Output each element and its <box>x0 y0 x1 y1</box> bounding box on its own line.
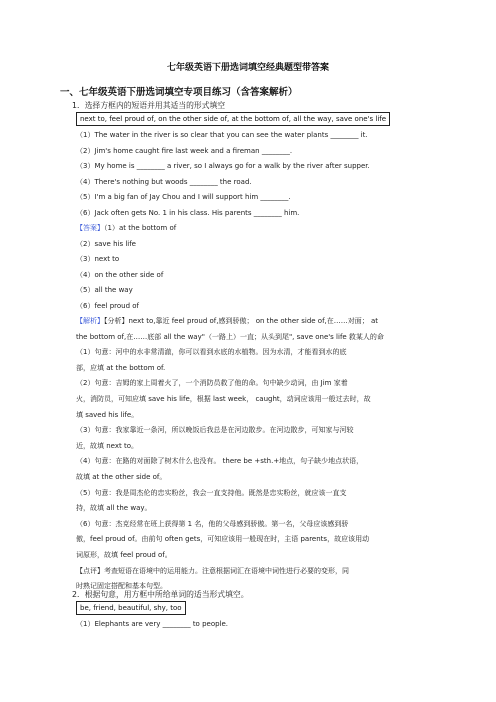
q1-item: （4）There's nothing but woods ________ the road. <box>76 177 252 186</box>
analysis-line: 火，消防员，可知应填 save his life，根据 last week， caught，动词应该用一般过去时，故 <box>76 394 371 403</box>
analysis-line: （4）句意：在路的对面除了树木什么也没有。 there be +sth.+地点，句子缺少地点状语， <box>76 457 364 466</box>
section-heading: 一、七年级英语下册选词填空专项目练习（含答案解析） <box>60 87 298 98</box>
analysis-tag: 【解析】 <box>76 317 104 325</box>
analysis-block <box>76 314 432 595</box>
answer-item: （4）on the other side of <box>76 270 164 279</box>
analysis-line: the bottom of,在……底部 all the way"（一路上）一直；从头到尾", save one's life 救某人的命 <box>76 332 384 341</box>
analysis-line: 傲，feel proud of。由前句 often gets，可知应该用一般现在时，主语 parents，故应该用动 <box>76 535 370 544</box>
analysis-line: 词原形，故填 feel proud of。 <box>76 550 172 559</box>
analysis-line: （2）句意：吉姆的家上周着火了，一个消防员救了他的命。句中缺少动词，由 Jim 家着 <box>76 379 348 388</box>
q1-item: （6）Jack often gets No. 1 in his class. His parents ________ him. <box>76 208 300 217</box>
q2-item: （1）Elephants are very ________ to people. <box>76 620 229 628</box>
answer-item: （2）save his life <box>76 239 136 248</box>
analysis-line: （3）句意：我家靠近一条河，所以晚饭后我总是在河边散步。在河边散步，可知家与河较 <box>76 426 354 435</box>
q1-item: （1）The water in the river is so clear that you can see the water plants ________ it. <box>76 131 368 139</box>
q1-word-box: next to, feel proud of, on the other side of, at the bottom of, all the way, save one's life <box>76 112 390 126</box>
analysis-line: 部，应填 at the bottom of. <box>76 363 166 372</box>
answer-item: （6）feel proud of <box>76 301 140 310</box>
answer-item: （1）at the bottom of <box>104 224 177 232</box>
analysis-line: 持，故填 all the way。 <box>76 504 152 513</box>
q1-instruction: 1．选择方框内的短语并用其适当的形式填空 <box>72 101 226 110</box>
analysis-line: 近，故填 next to。 <box>76 441 138 450</box>
analysis-line: 故填 at the other side of。 <box>76 472 167 481</box>
analysis-line: 【解析】【分析】next to,靠近 feel proud of,感到骄傲； on the other side of,在……对面； at <box>76 317 379 325</box>
document-title: 七年级英语下册选词填空经典题型带答案 <box>166 63 329 73</box>
q2-word-box: be, friend, beautiful, shy, too <box>76 601 186 615</box>
q1-item: （3）My home is ________ a river, so I always go for a walk by the river after supper. <box>76 162 370 170</box>
q1-item: （5）I'm a big fan of Jay Chou and I will support him ________. <box>76 193 291 201</box>
answer-tag: 【答案】 <box>76 224 104 232</box>
comment-line: 时熟记固定搭配和基本句型。 <box>76 582 167 591</box>
comment-line: 【点评】考查短语在语境中的运用能力。注意根据词汇在语境中词性进行必要的变形，同 <box>76 566 349 575</box>
analysis-line: （5）句意：我是周杰伦的忠实粉丝，我会一直支持他。既然是忠实粉丝，就应该一直支 <box>76 488 347 497</box>
answer-item: （5）all the way <box>76 286 133 294</box>
analysis-line: 填 saved his life。 <box>76 410 139 419</box>
analysis-line: （1）句意：河中的水非常清澈，你可以看到水底的水植物。因为水清，才能看到水的底 <box>76 348 347 357</box>
q1-item: （2）Jim's home caught fire last week and a fireman ________. <box>76 146 293 155</box>
answer-item: （3）next to <box>76 255 120 263</box>
q1-answer-row <box>76 223 176 233</box>
q2-instruction: 2．根据句意，用方框中所给单词的适当形式填空。 <box>72 590 249 599</box>
analysis-line: （6）句意：杰克经常在班上获得第 1 名，他的父母感到骄傲。第一名，父母应该感到骄 <box>76 519 349 528</box>
